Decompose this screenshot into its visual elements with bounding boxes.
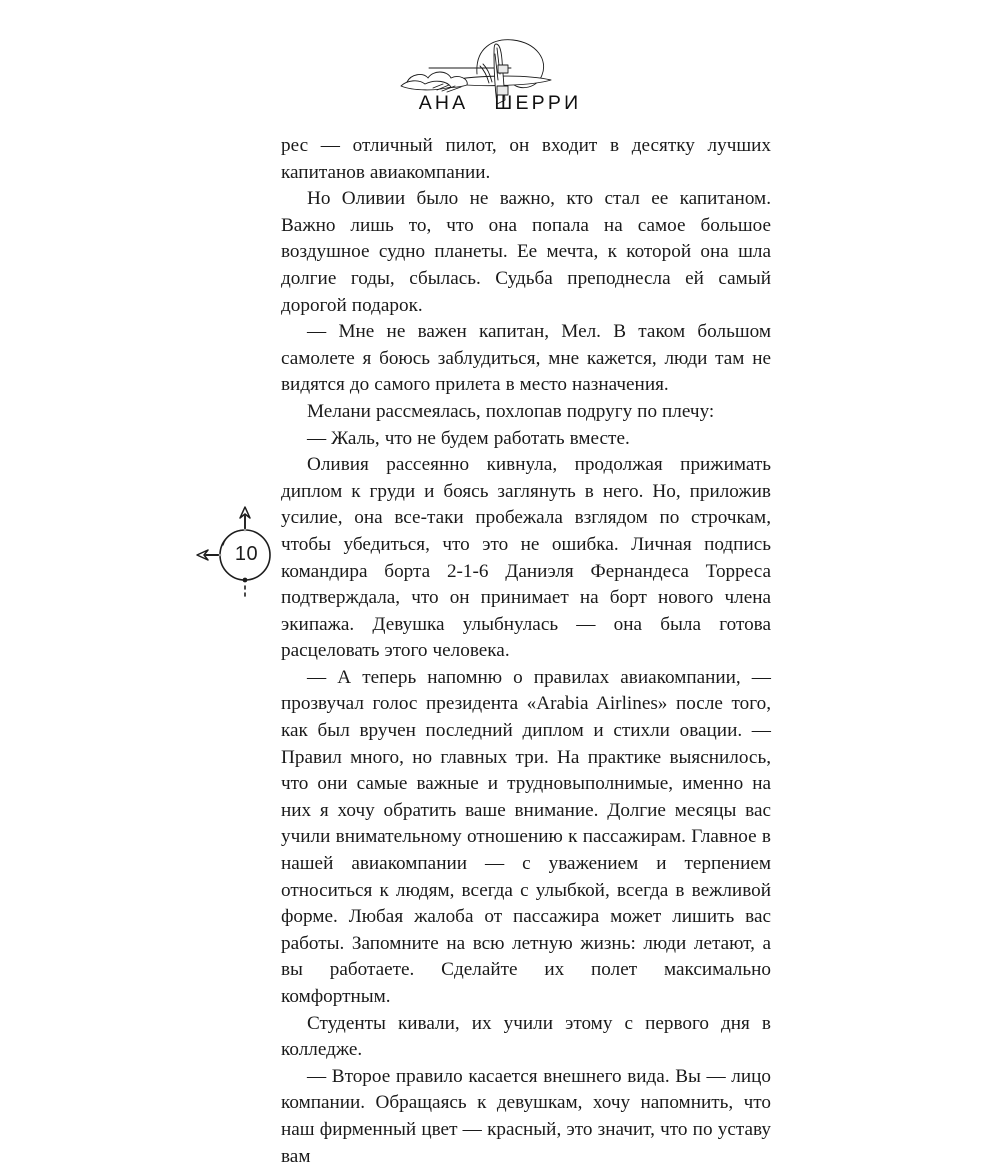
- body-text-column: [281, 133, 771, 1170]
- paragraph: Студенты кивали, их учили этому с первого дня в колледже.: [281, 1012, 771, 1061]
- logo-wrap: [385, 34, 615, 126]
- paragraph: Оливия рассеянно кивнула, продолжая прижимать диплом к груди и боясь заглянуть в него. Но, приложив усилие, она все-таки пробежала взглядом по строчкам, чтобы убедиться, что это не ошибка. Личная подпись командира борта 2-1-6 Даниэля Фернандеса Торреса подтверждала, что он принимает на борт нового члена экипажа. Девушка улыбнулась — она была готова расцеловать этого человека.: [281, 454, 771, 662]
- paragraph: — Мне не важен капитан, Мел. В таком большом самолете я боюсь заблудиться, мне кажется, люди там не видятся до самого прилета в место назначения.: [281, 321, 771, 396]
- running-head: [0, 34, 1000, 126]
- author-last-name: ШЕРРИ: [494, 92, 582, 114]
- paragraph: Но Оливии было не важно, кто стал ее капитаном. Важно лишь то, что она попала на самое большое воздушное судно планеты. Ее мечта, к которой она шла долгие годы, сбылась. Судьба преподнесла ей самый дорогой подарок.: [281, 188, 771, 316]
- page-number-ornament: [196, 505, 294, 603]
- paragraph: — Второе правило касается внешнего вида. Вы — лицо компании. Обращаясь к девушкам, хочу напомнить, что наш фирменный цвет — красный, это значит, что по уставу вам: [281, 1065, 771, 1167]
- author-name: [385, 92, 615, 115]
- paragraph: — Жаль, что не будем работать вместе.: [307, 427, 630, 449]
- paragraph: рес — отличный пилот, он входит в десятку лучших капитанов авиакомпании.: [281, 135, 771, 183]
- paragraph: Мелани рассмеялась, похлопав подругу по плечу:: [307, 400, 715, 422]
- page-number: 10: [234, 542, 259, 565]
- author-first-name: АНА: [418, 92, 469, 114]
- paragraph: — А теперь напомню о правилах авиакомпании, — прозвучал голос президента «Arabia Airlines» после того, как был вручен последний диплом и стихли овации. — Правил много, но главных три. На практике выяснилось, что они самые важные и трудновыполнимые, именно на них я хочу обратить ваше внимание. Долгие месяцы вас учили внимательному отношению к пассажирам. Главное в нашей авиакомпании — с уважением и терпением относиться к людям, всегда с улыбкой, всегда в вежливой форме. Любая жалоба от пассажира может лишить вас работы. Запомните на всю летную жизнь: люди летают, а вы работаете. Сделайте их полет максимально комфортным.: [281, 666, 771, 1007]
